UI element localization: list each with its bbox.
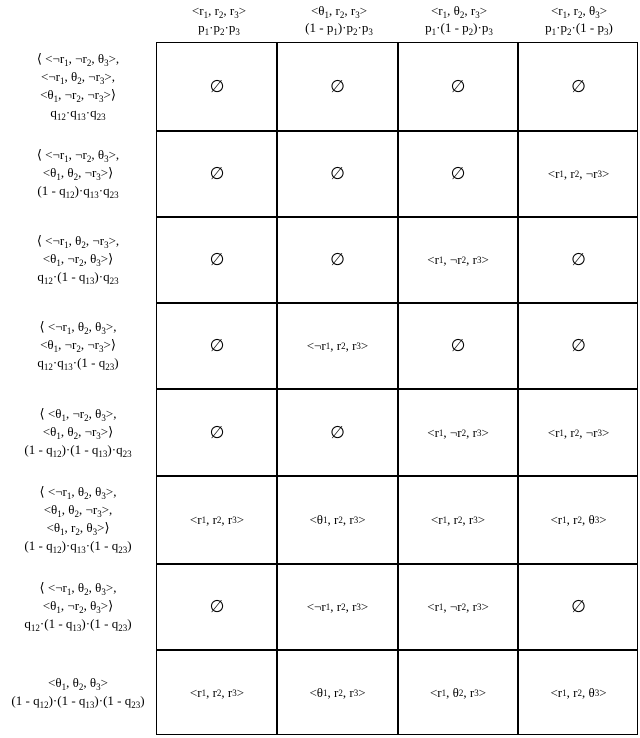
outcome-cell: <θ 1 , r 2 , r 3 > [309,685,366,700]
outcome-cell: <¬r 1 , r 2 , r 3 > [306,338,369,353]
row-header-line: $q_{12}\cdot q_{13}\cdot(1 - q_{23})$ [37,355,119,372]
outcome-cell: <r 1 , r 2 , θ 3 > [550,685,607,700]
row-header-line: $q_{12}\cdot(1 - q_{13})\cdot(1 - q_{23})$ [24,616,132,633]
row-header-line: $q_{12}\cdot q_{13}\cdot q_{23}$ [50,105,106,122]
row-header-line: ⟨ $<\neg r_1$, $\neg r_2$, $\theta_3>$, [36,51,120,68]
empty-set-cell: ∅ [209,597,225,616]
row-header-line: $<\theta_1$, $r_2$, $\theta_3>⟩$ [46,520,110,537]
column-tuple: $<r_1$, $r_2$, $r_3>$ [191,3,247,20]
empty-set-cell: ∅ [330,250,345,269]
empty-set-cell: ∅ [571,250,586,269]
row-header-line: $(1 - q_{12})\cdot(1 - q_{13})\cdot q_{23}$ [24,441,132,459]
empty-set-cell: ∅ [571,336,586,355]
column-header [160,2,278,40]
column-tuple: $<r_1$, $\theta_2$, $r_3>$ [430,3,488,20]
empty-set-cell: ∅ [209,164,225,183]
empty-set-cell: ∅ [571,597,586,616]
column-header [400,2,518,40]
row-header-line: $<\theta_1$, $\neg r_2$, $\neg r_3>⟩$ [40,337,116,354]
row-header-line: $<\theta_1$, $\theta_2$, $\neg r_3>$, [43,502,113,519]
row-header-line: $<\theta_1$, $\theta_2$, $\neg r_3>⟩$ [42,165,114,182]
row-header-line: $(1 - q_{12})\cdot(1 - q_{13})\cdot(1 - q_{23})$ [11,693,145,710]
row-header-line: $<\theta_1$, $\neg r_2$, $\theta_3>⟩$ [42,598,114,615]
row-header [0,388,156,475]
row-header-line: ⟨ $<\neg r_1$, $\theta_2$, $\neg r_3>$, [36,233,120,250]
outcome-cell: <¬r 1 , r 2 , r 3 > [306,599,369,614]
outcome-cell: <r 1 , r 2 , ¬r 3 > [547,424,610,440]
row-header-line: ⟨ $<\theta_1$, $\neg r_2$, $\theta_3>$, [39,405,117,423]
outcome-cell: <r 1 , θ 2 , r 3 > [429,685,487,700]
row-header [0,302,156,388]
empty-set-cell: ∅ [571,77,586,96]
row-header-line: $(1 - q_{12})\cdot q_{13}\cdot q_{23}$ [37,183,119,200]
outcome-cell: <r 1 , r 2 , r 3 > [189,512,245,527]
empty-set-cell: ∅ [330,164,345,183]
row-header [0,563,156,649]
column-probability: $p_1\cdot p_2\cdot(1 - p_3)$ [545,20,613,37]
outcome-cell: <r 1 , r 2 , r 3 > [189,685,245,700]
outcome-cell: <r 1 , r 2 , θ 3 > [550,512,607,527]
column-probability: $p_1\cdot p_2\cdot p_3$ [198,20,240,37]
column-tuple: $<\theta_1$, $r_2$, $r_3>$ [310,3,368,20]
empty-set-cell: ∅ [450,336,466,355]
outcome-cell: <r 1 , ¬r 2 , r 3 > [427,252,489,267]
outcome-table [156,42,638,735]
empty-set-cell: ∅ [330,422,345,442]
empty-set-cell: ∅ [209,77,225,96]
empty-set-cell: ∅ [209,336,225,355]
row-header-line: $<\theta_1$, $\neg r_2$, $\theta_3>⟩$ [42,251,114,268]
row-header-line: ⟨ $<\neg r_1$, $\theta_2$, $\theta_3>$, [39,319,117,336]
empty-set-cell: ∅ [450,77,466,96]
outcome-cell: <r 1 , ¬r 2 , r 3 > [427,424,489,440]
empty-set-cell: ∅ [209,422,225,442]
column-header [520,2,638,40]
row-header [0,42,156,130]
outcome-cell: <r 1 , ¬r 2 , r 3 > [427,599,489,614]
outcome-cell: <r 1 , r 2 , r 3 > [430,512,486,527]
outcome-cell: <r 1 , r 2 , ¬r 3 > [547,166,610,181]
empty-set-cell: ∅ [330,77,345,96]
row-header-line: ⟨ $<\neg r_1$, $\neg r_2$, $\theta_3>$, [36,147,120,164]
row-header-line: $<\theta_1$, $\theta_2$, $\theta_3>$ [48,675,108,692]
row-header [0,216,156,302]
row-header [0,130,156,216]
row-header-line: ⟨ $<\neg r_1$, $\theta_2$, $\theta_3>$, [39,580,117,597]
row-header-line: $(1 - q_{12})\cdot q_{13}\cdot(1 - q_{23})$ [24,538,132,555]
empty-set-cell: ∅ [450,164,466,183]
column-tuple: $<r_1$, $r_2$, $\theta_3>$ [550,3,608,20]
row-header-line: $<\theta_1$, $\neg r_2$, $\neg r_3>⟩$ [40,87,116,104]
empty-set-cell: ∅ [209,250,225,269]
column-probability: $(1 - p_1)\cdot p_2\cdot p_3$ [305,20,373,37]
row-header-line: $q_{12}\cdot(1 - q_{13})\cdot q_{23}$ [37,269,119,286]
row-header-line: ⟨ $<\neg r_1$, $\theta_2$, $\theta_3>$, [39,484,117,501]
row-header-line: $<\theta_1$, $\theta_2$, $\neg r_3>⟩$ [42,423,114,441]
row-header [0,475,156,563]
column-probability: $p_1\cdot(1 - p_2)\cdot p_3$ [425,20,493,37]
outcome-cell: <θ 1 , r 2 , r 3 > [309,512,366,527]
row-header [0,649,156,735]
row-header-line: $<\neg r_1$, $\theta_2$, $\neg r_3>$, [40,69,116,86]
column-header [280,2,398,40]
